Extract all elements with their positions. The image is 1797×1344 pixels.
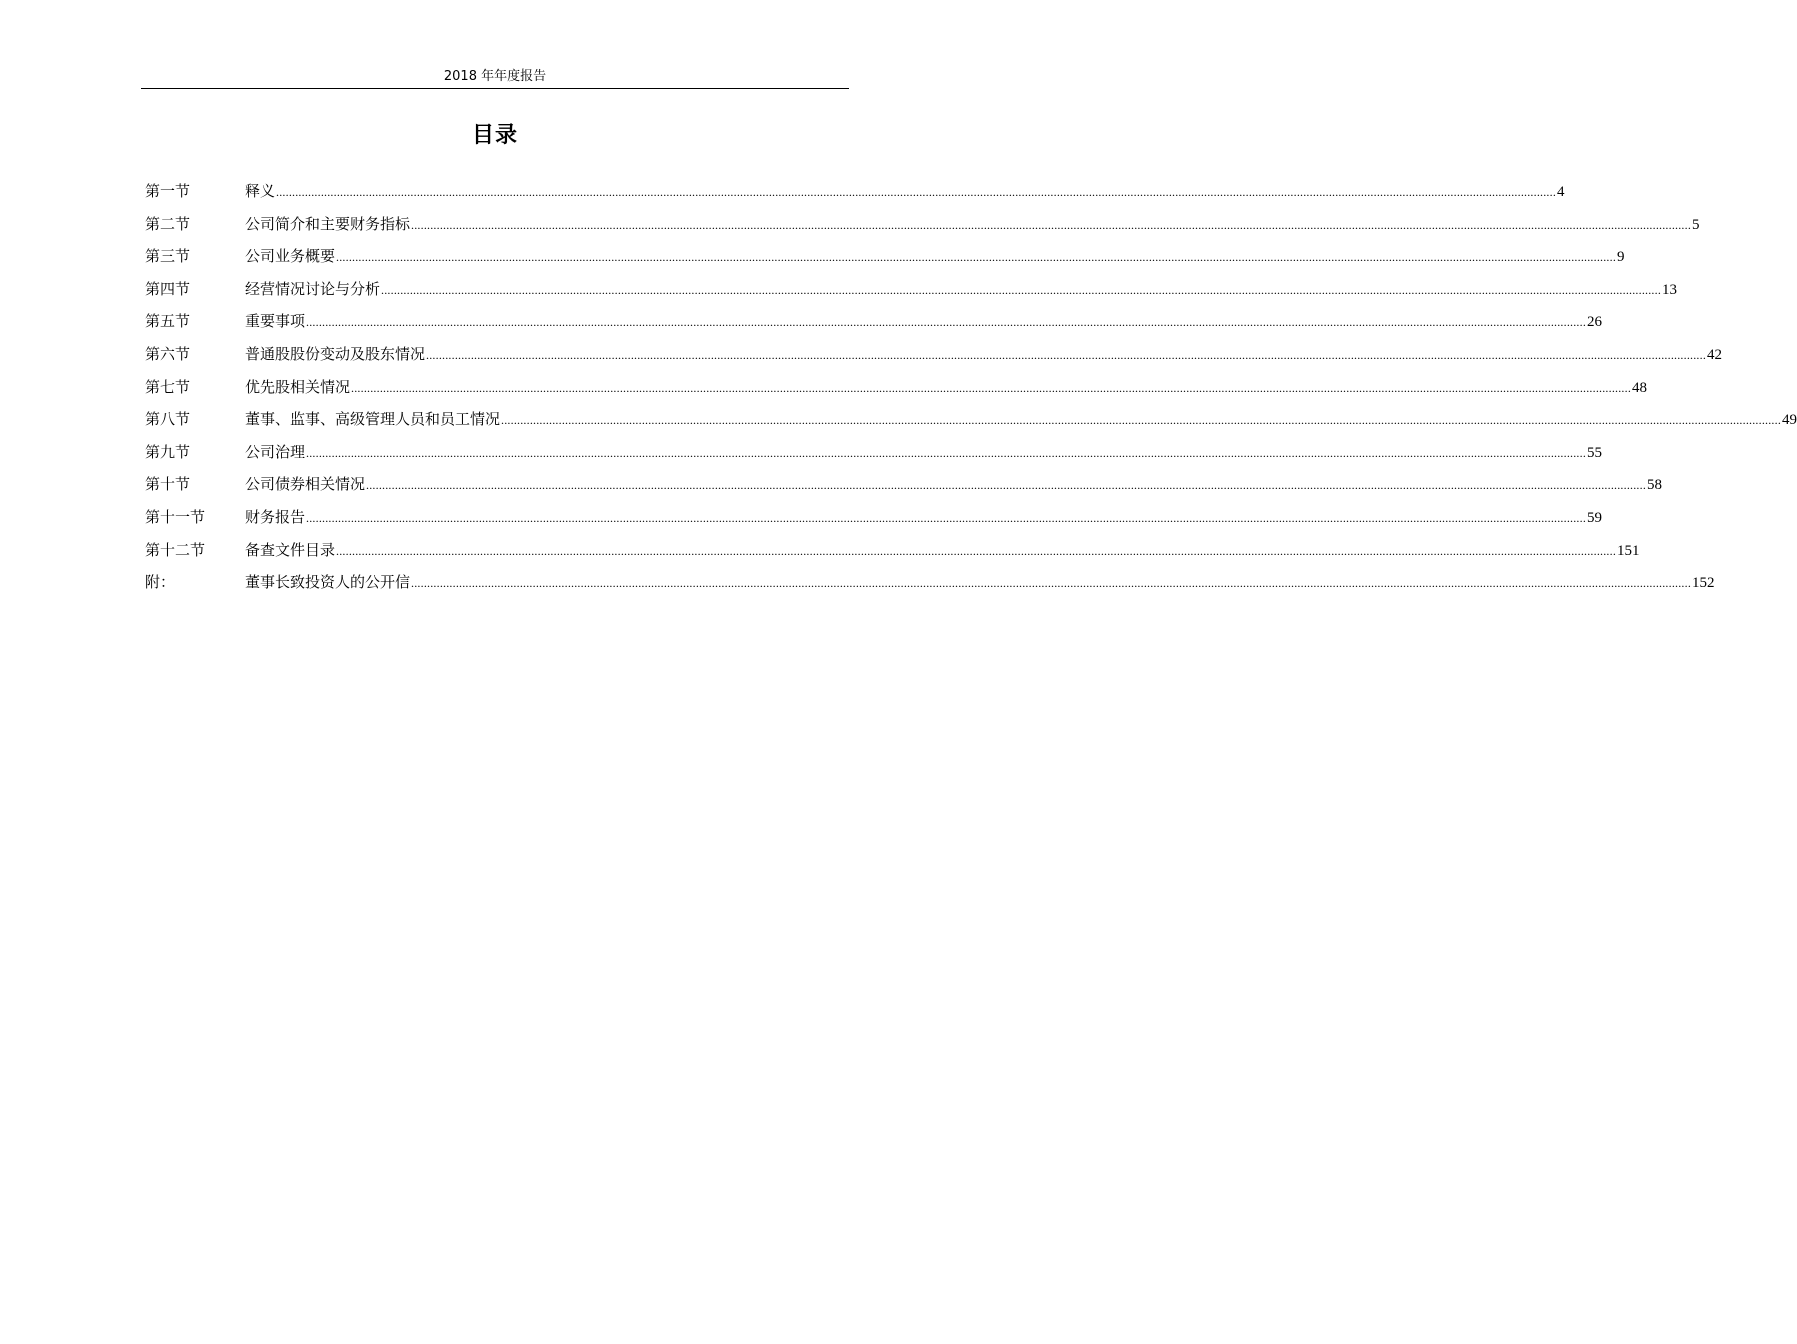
toc-row[interactable] (145, 243, 1625, 276)
toc-row[interactable] (145, 471, 1663, 504)
toc-entry-label: 公司债券相关情况 (245, 475, 366, 494)
toc-section-number: 第四节 (145, 279, 191, 298)
toc-section-number: 第八节 (145, 410, 191, 429)
toc-section-number: 第十二节 (145, 540, 206, 559)
toc-page-number: 9 (1617, 249, 1625, 266)
page-header (141, 66, 849, 89)
toc-section-number: 第十一节 (145, 507, 206, 526)
toc-section-number: 第九节 (145, 442, 191, 461)
toc-page-number: 151 (1617, 542, 1640, 559)
toc-section-number: 第一节 (145, 182, 191, 200)
toc-entry (245, 471, 1662, 498)
toc-entry-label: 董事长致投资人的公开信 (245, 573, 411, 592)
toc-row[interactable] (145, 439, 1603, 472)
toc-entry-label: 重要事项 (245, 312, 306, 331)
toc-section-number: 第三节 (145, 247, 191, 266)
toc-entry-label: 释义 (245, 182, 276, 200)
toc-entry (245, 178, 1565, 205)
toc-entry-label: 经营情况讨论与分析 (245, 279, 381, 298)
dot-leader: ................................................................................................................................................................................................................................................................................................................................................................................................................ (306, 315, 1587, 330)
toc-row[interactable] (145, 374, 1648, 407)
toc-entry (245, 504, 1602, 531)
toc-row[interactable] (145, 569, 1715, 602)
toc-entry (245, 406, 1797, 433)
toc-row[interactable] (145, 406, 1797, 439)
toc-section-number: 第五节 (145, 312, 191, 331)
toc-entry (245, 537, 1640, 564)
toc-row[interactable] (145, 341, 1723, 374)
page-title: 目录 (471, 123, 518, 148)
toc-page-number: 55 (1587, 444, 1603, 461)
dot-leader: ................................................................................................................................................................................................................................................................................................................................................................................................................ (351, 380, 1632, 395)
toc-page-number: 58 (1647, 477, 1663, 494)
dot-leader: ................................................................................................................................................................................................................................................................................................................................................................................................................ (366, 478, 1647, 493)
dot-leader: ................................................................................................................................................................................................................................................................................................................................................................................................................ (336, 543, 1617, 558)
dot-leader: ................................................................................................................................................................................................................................................................................................................................................................................................................ (336, 250, 1617, 265)
toc-section-number: 第七节 (145, 377, 191, 396)
toc-entry (245, 569, 1715, 596)
toc-entry-label: 董事、监事、高级管理人员和员工情况 (245, 410, 501, 429)
dot-leader: ................................................................................................................................................................................................................................................................................................................................................................................................................ (411, 217, 1692, 232)
toc-page-number: 42 (1707, 346, 1723, 363)
toc-section-number: 第十节 (145, 475, 191, 494)
toc-row[interactable] (145, 504, 1603, 537)
toc-entry (245, 243, 1625, 270)
toc-entry (245, 374, 1647, 401)
toc-page-number: 13 (1662, 281, 1678, 298)
toc-entry-label: 财务报告 (245, 507, 306, 526)
dot-leader: ................................................................................................................................................................................................................................................................................................................................................................................................................ (381, 282, 1662, 297)
toc-page-number: 4 (1557, 184, 1565, 200)
toc-page-number: 152 (1692, 575, 1715, 592)
dot-leader: ................................................................................................................................................................................................................................................................................................................................................................................................................ (411, 576, 1692, 591)
toc-entry-label: 公司业务概要 (245, 247, 336, 266)
toc-row[interactable] (145, 178, 1565, 211)
toc-row[interactable] (145, 276, 1678, 309)
toc-section-number: 附： (145, 573, 176, 592)
toc-entry-label: 公司简介和主要财务指标 (245, 214, 411, 233)
toc-entry (245, 308, 1602, 335)
toc-entry-label: 普通股股份变动及股东情况 (245, 344, 426, 363)
toc-entry (245, 211, 1700, 238)
toc-row[interactable] (145, 537, 1640, 570)
toc-entry-label: 公司治理 (245, 442, 306, 461)
toc-row[interactable] (145, 308, 1603, 341)
toc-row[interactable] (145, 211, 1700, 244)
dot-leader: ................................................................................................................................................................................................................................................................................................................................................................................................................ (501, 413, 1782, 428)
dot-leader: ................................................................................................................................................................................................................................................................................................................................................................................................................ (306, 510, 1587, 525)
toc-entry-label: 备查文件目录 (245, 540, 336, 559)
table-of-contents (145, 178, 1797, 602)
toc-entry-label: 优先股相关情况 (245, 377, 351, 396)
toc-page-number: 59 (1587, 509, 1603, 526)
dot-leader: ................................................................................................................................................................................................................................................................................................................................................................................................................ (306, 445, 1587, 460)
toc-page-number: 5 (1692, 216, 1700, 233)
toc-page-number: 48 (1632, 379, 1648, 396)
toc-entry (245, 439, 1602, 466)
toc-entry (245, 341, 1722, 368)
toc-entry (245, 276, 1677, 303)
toc-page-number: 26 (1587, 314, 1603, 331)
dot-leader: ................................................................................................................................................................................................................................................................................................................................................................................................................ (426, 347, 1707, 362)
dot-leader: ................................................................................................................................................................................................................................................................................................................................................................................................................ (276, 185, 1557, 199)
toc-page-number: 49 (1782, 412, 1797, 429)
header-text: 2018 年年度报告 (443, 69, 547, 84)
toc-section-number: 第六节 (145, 344, 191, 363)
toc-section-number: 第二节 (145, 214, 191, 233)
